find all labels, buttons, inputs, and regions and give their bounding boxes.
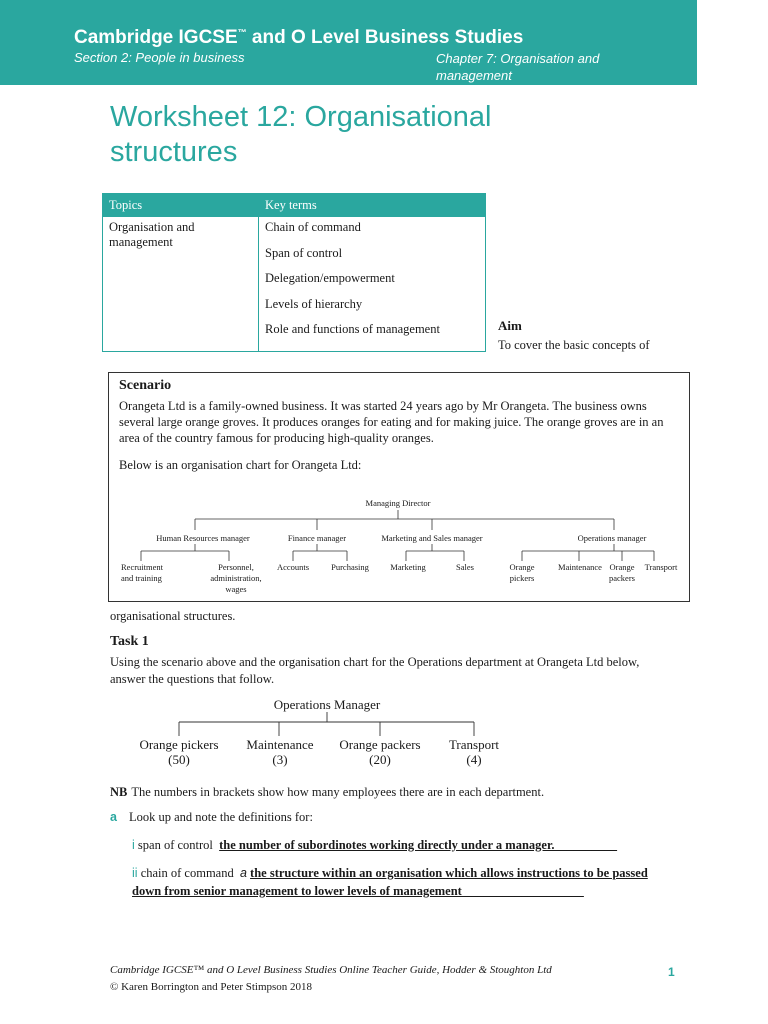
question-label: span of control [137, 838, 213, 852]
ops-node-count: (3) [272, 752, 288, 767]
scenario-text: Orangeta Ltd is a family-owned business. It was started 24 years ago by Mr Orangeta. The business owns several large orange groves. It produces oranges for eating and for making juice. The orange groves are in an area of the country famous for producing high-quality oranges. [119, 399, 664, 445]
chapter-label: Chapter 7: Organisation and management [436, 51, 600, 83]
page-number: 1 [668, 965, 675, 979]
task1-heading: Task 1 [110, 634, 149, 649]
question-i [132, 838, 617, 853]
org-node-personnel: Personnel, administration, wages [210, 562, 262, 594]
ops-node-manager: Operations Manager [273, 697, 381, 712]
org-node-operations: Operations manager [577, 533, 647, 543]
aim-heading: Aim [498, 318, 522, 333]
roman-numeral: ii [132, 866, 138, 880]
ops-node-count: (20) [369, 752, 391, 767]
nb-note [110, 785, 544, 800]
org-node-hr: Human Resources manager [156, 533, 250, 543]
nb-text: The numbers in brackets show how many employees there are in each department. [131, 785, 545, 799]
org-node-finance: Finance manager [287, 533, 347, 543]
org-node-transport: Transport [644, 562, 678, 572]
ops-node-name: Orange packers [339, 737, 421, 752]
topics-header: Topics [103, 194, 259, 217]
org-node-orange-packers: Orange packers [609, 562, 635, 583]
company-org-chart [109, 373, 689, 601]
topics-table [102, 193, 486, 352]
org-node-marketing: Marketing [390, 562, 426, 572]
task1-text: Using the scenario above and the organisation chart for the Operations department at Orangeta Ltd below, answer the questions that follow. [110, 655, 640, 686]
ops-node-name: Orange pickers [139, 737, 219, 752]
ops-node-count: (4) [466, 752, 482, 767]
nb-label: NB [110, 785, 128, 799]
footer-copyright: © Karen Borrington and Peter Stimpson 2018 [110, 981, 313, 993]
question-a [110, 810, 313, 825]
key-terms-header: Key terms [259, 194, 486, 217]
org-node-md: Managing Director [365, 498, 431, 508]
ops-node-name: Transport [448, 737, 500, 752]
section-label: Section 2: People in business [74, 50, 245, 65]
book-title: Cambridge IGCSE™ and O Level Business Studies [74, 27, 524, 48]
roman-numeral: i [132, 838, 135, 852]
ops-node-count: (50) [168, 752, 190, 767]
org-node-purchasing: Purchasing [331, 562, 369, 572]
handwritten-mark: a [239, 866, 247, 880]
org-node-accounts: Accounts [276, 562, 310, 572]
ops-node-name: Maintenance [246, 737, 314, 752]
question-text: Look up and note the definitions for: [128, 810, 313, 824]
key-term: Span of control [265, 245, 343, 260]
org-node-marketing-sales: Marketing and Sales manager [381, 533, 483, 543]
key-terms-cell [259, 217, 486, 352]
org-node-orange-pickers: Orange pickers [509, 562, 535, 583]
org-node-sales: Sales [456, 562, 474, 572]
scenario-chart-intro: Below is an organisation chart for Orangeta Ltd: [119, 458, 362, 472]
org-node-recruitment: Recruitment and training [121, 562, 164, 583]
key-term: Chain of command [265, 220, 361, 234]
footer-credit: Cambridge IGCSE™ and O Level Business Studies Online Teacher Guide, Hodder & Stoughton Ltd [110, 964, 552, 976]
key-term: Role and functions of management [265, 322, 440, 337]
topic-cell: Organisation and management [103, 217, 259, 352]
org-node-maintenance: Maintenance [558, 562, 602, 572]
scenario-heading: Scenario [119, 378, 172, 393]
aim-text: To cover the basic concepts of [498, 338, 650, 352]
question-letter: a [110, 810, 117, 824]
question-ii [132, 864, 680, 900]
worksheet-title: Worksheet 12: Organisational structures [110, 101, 492, 168]
question-label: chain of command [140, 866, 234, 880]
key-term: Delegation/empowerment [265, 271, 395, 286]
scenario-box [108, 372, 690, 602]
answer-text: the number of subordinotes working directly under a manager.__________ [219, 838, 617, 852]
aim-continuation: organisational structures. [110, 609, 236, 623]
answer-text: the structure within an organisation which allows instructions to be passed down from senior management to lower levels of management ___________________ [132, 866, 648, 898]
key-term: Levels of hierarchy [265, 296, 363, 311]
